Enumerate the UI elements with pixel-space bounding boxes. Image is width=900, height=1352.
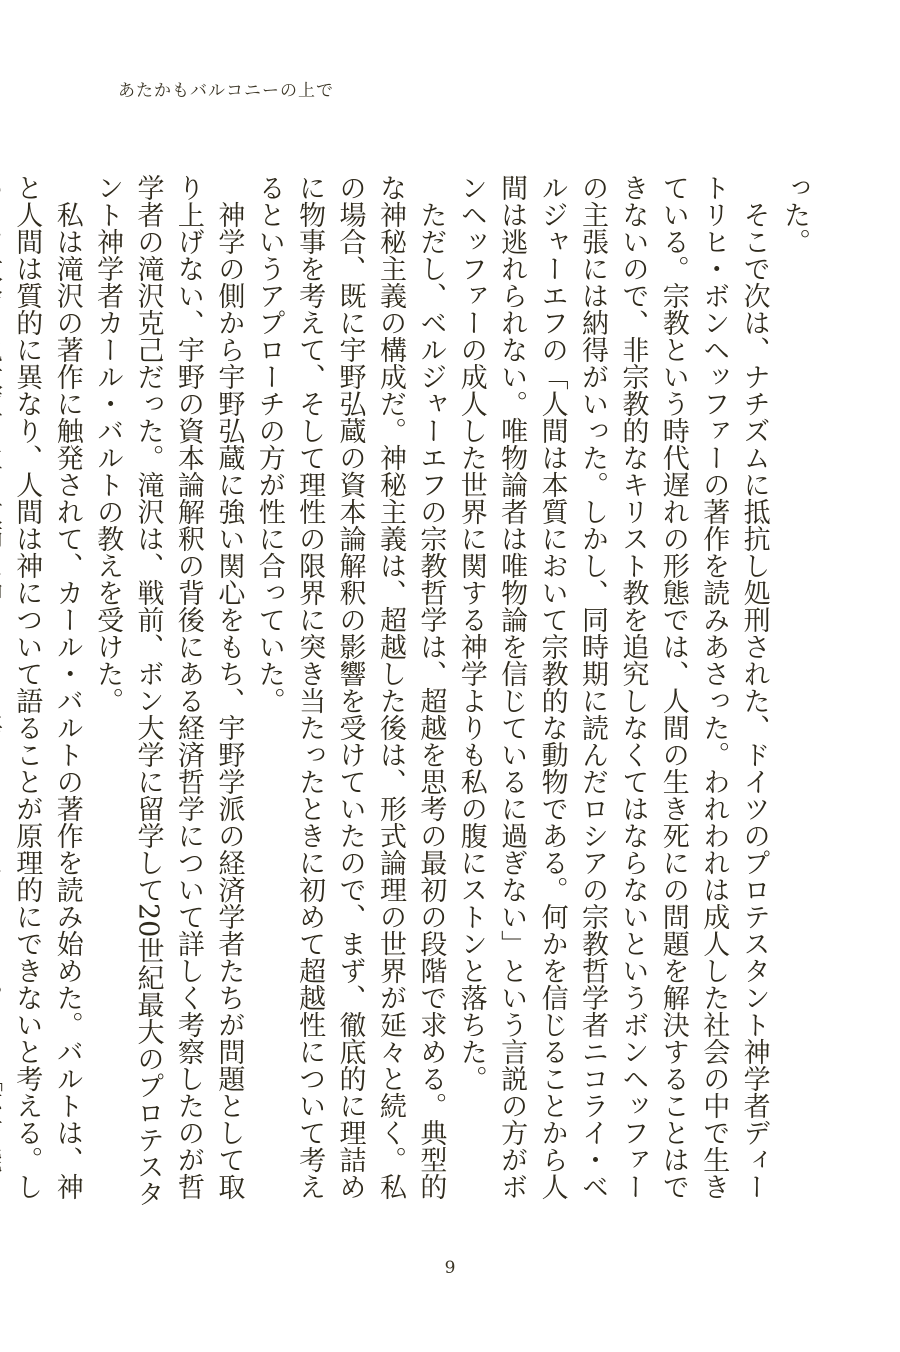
paragraph-4: 神学の側から宇野弘蔵に強い関心をもち、宇野学派の経済学者たちが問題として取り上げない、宇野の資本論解釈の背後にある経済哲学について詳しく考察したのが哲学者の滝沢克己だった。滝沢は、戦前、ボン大学に留学して20世紀最大のプロテスタント神学者カール・バルトの教えを受けた。 [92,174,245,1208]
paragraph-5: 私は滝沢の著作に触発されて、カール・バルトの著作を読み始めた。バルトは、神と人間は質的に異なり、人間は神について語ることが原理的にできないと考える。し [11,174,83,1200]
body-text [11,174,814,1214]
paragraph-1: った。 [779,174,810,255]
paragraph-2: そこで次は、ナチズムに抵抗し処刑された、ドイツのプロテスタント神学者ディートリヒ・ボンヘッファーの著作を読みあさった。われわれは成人した社会の中で生きている。宗教という時代遅れの形態では、人間の生き死にの問題を解決することはできないので、非宗教的なキリスト教を追究しなくてはならないというボンヘッファーの主張には納得がいった。しかし、同時期に読んだロシアの宗教哲学者ニコライ・ベルジャーエフの「人間は本質において宗教的な動物である。何かを信じることから人間は逃れられない。唯物論者は唯物論を信じているに過ぎない」という言説の方がボンヘッファーの成人した世界に関する神学よりも私の腹にストンと落ちた。 [455,174,770,1200]
running-head: あたかもバルコニーの上で [118,81,334,101]
page-number: 9 [444,1258,456,1278]
paragraph-3: ただし、ベルジャーエフの宗教哲学は、超越を思考の最初の段階で求める。典型的な神秘主義の構成だ。神秘主義は、超越した後は、形式論理の世界が延々と続く。私の場合、既に宇野弘蔵の資本論解釈の影響を受けていたので、まず、徹底的に理詰めに物事を考えて、そして理性の限界に突き当たったときに初めて超越性について考えるというアプローチの方が性に合っていた。 [253,174,447,1200]
